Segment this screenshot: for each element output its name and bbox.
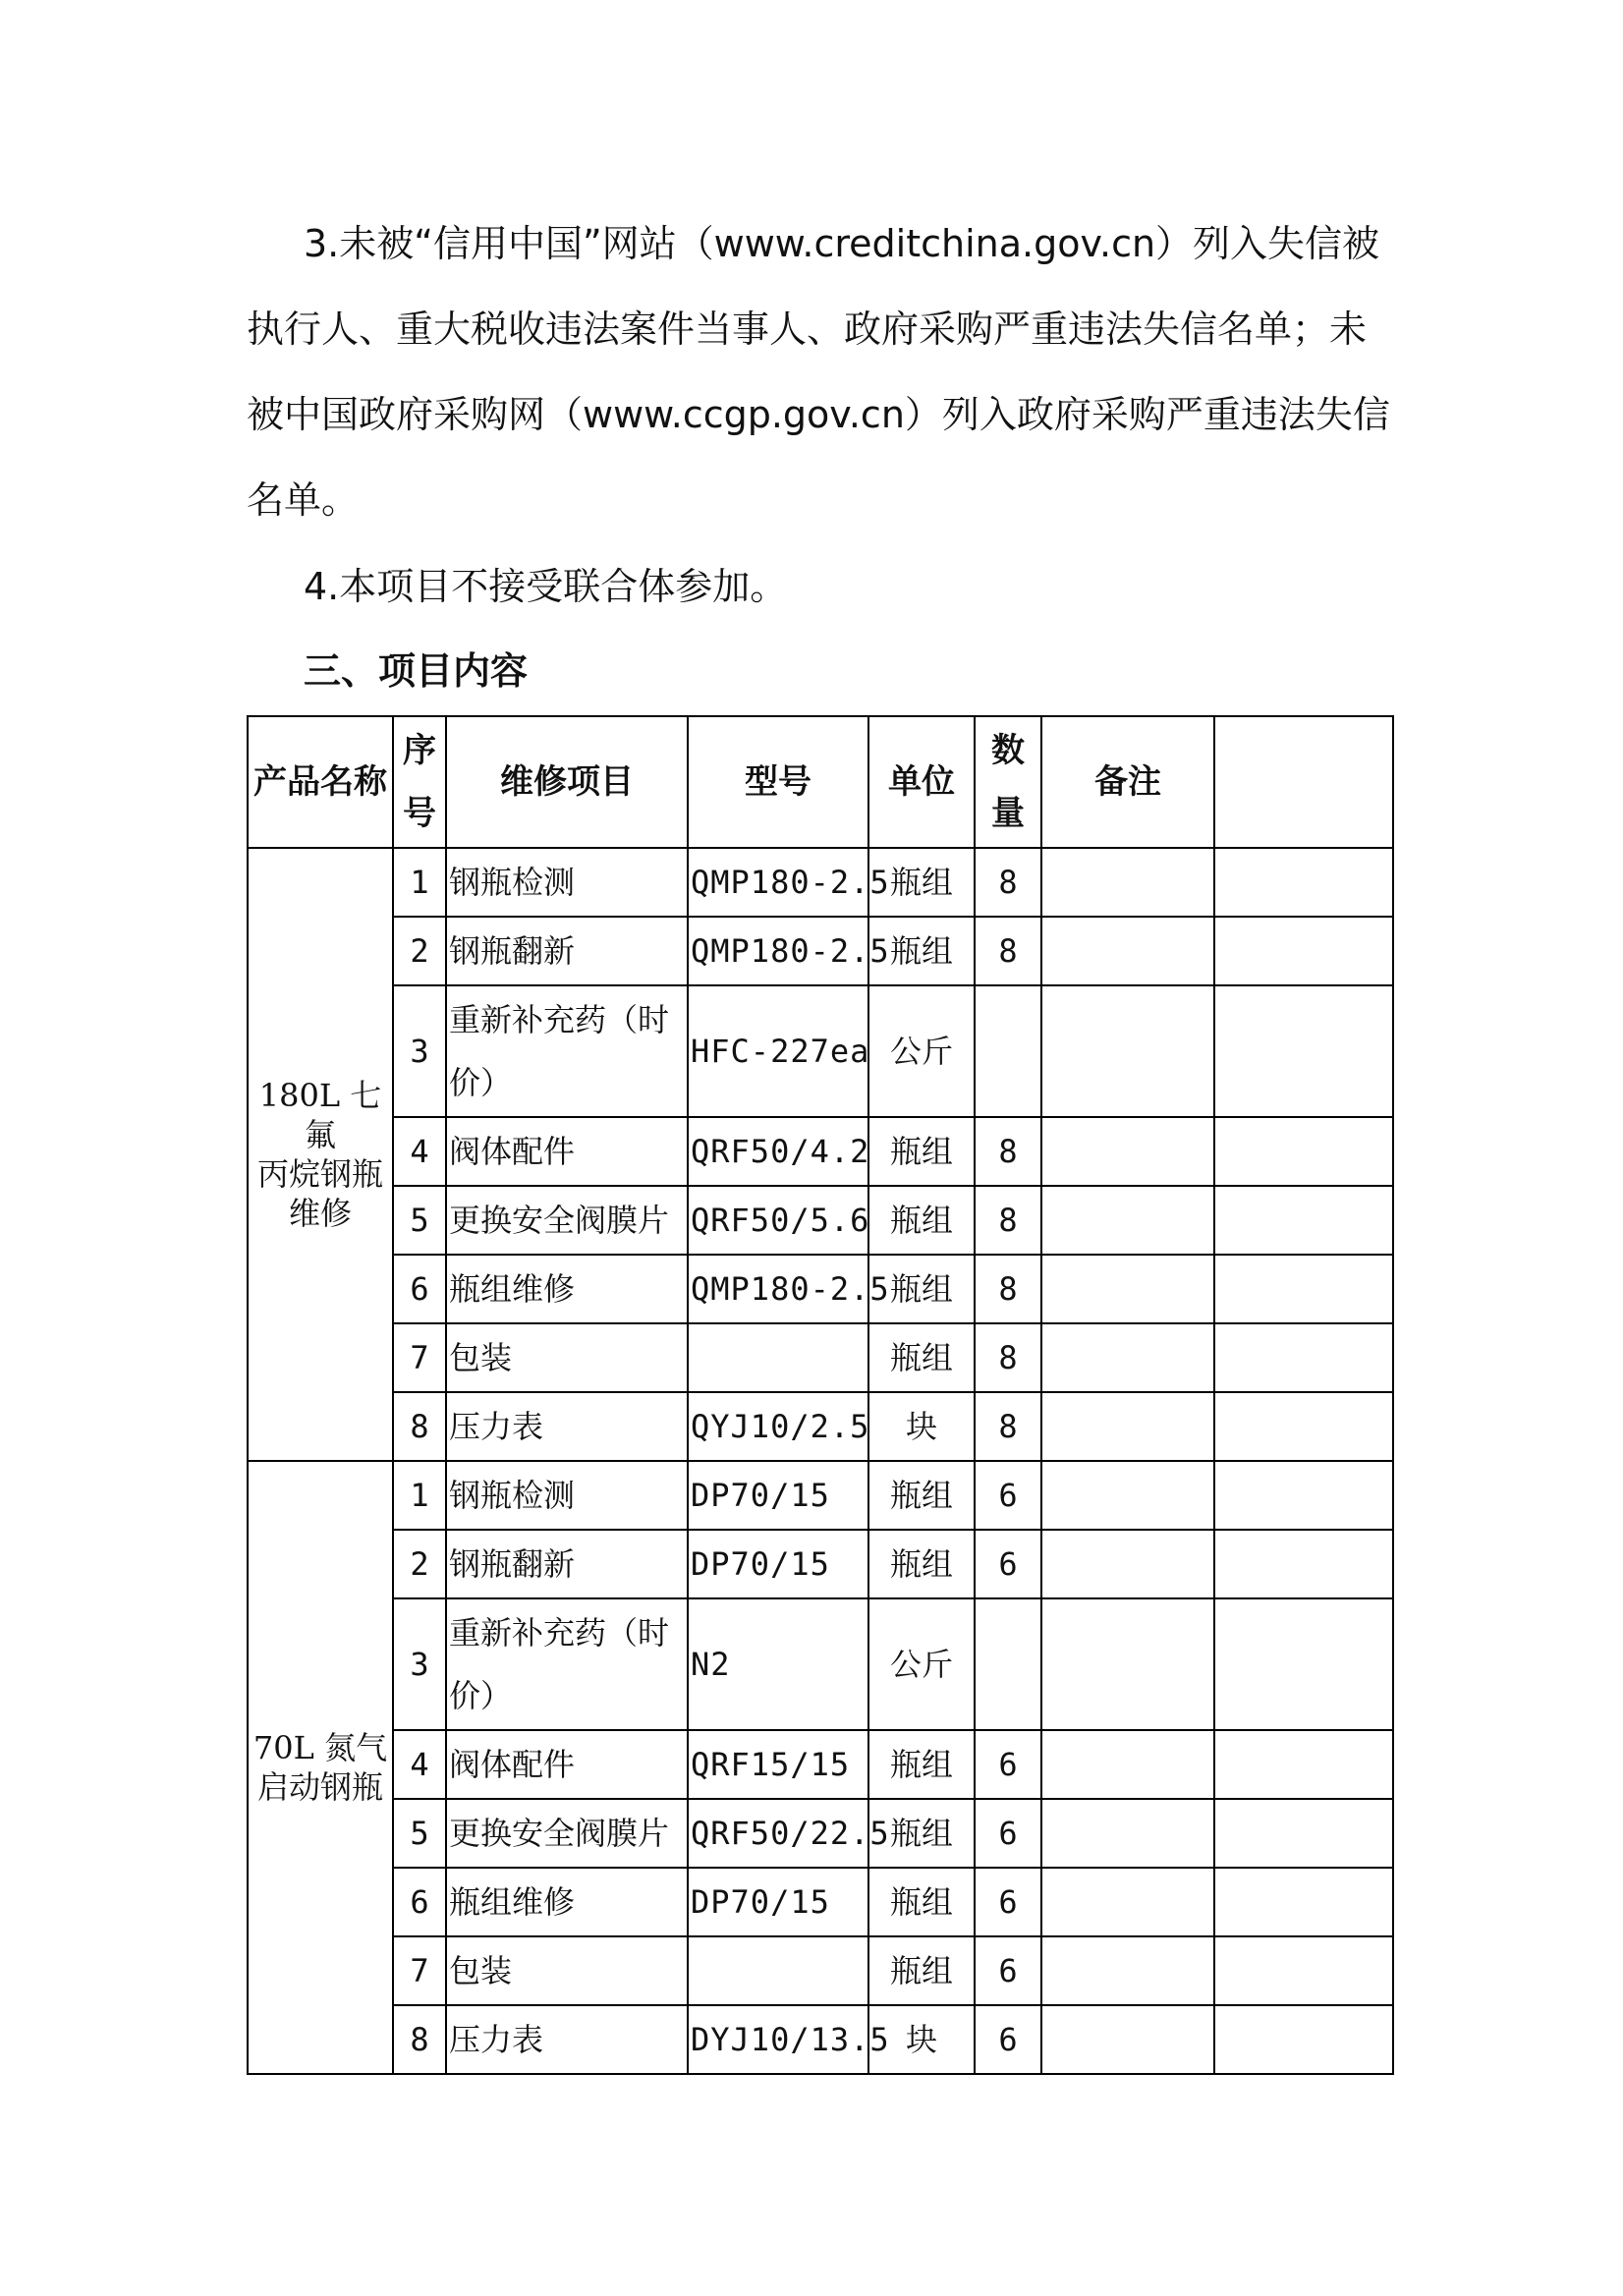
cell-extra xyxy=(1214,1936,1393,2005)
cell-no: 8 xyxy=(393,1392,446,1461)
cell-unit: 瓶组 xyxy=(868,848,975,917)
cell-extra xyxy=(1214,1255,1393,1323)
cell-remarks xyxy=(1041,1255,1214,1323)
cell-remarks xyxy=(1041,1117,1214,1186)
group-name-cell xyxy=(248,848,393,1461)
cell-remarks xyxy=(1041,985,1214,1117)
cell-qty: 6 xyxy=(975,1461,1041,1530)
cell-remarks xyxy=(1041,1730,1214,1799)
table-row xyxy=(248,2005,1393,2074)
cell-unit: 公斤 xyxy=(868,1598,975,1730)
cell-remarks xyxy=(1041,1598,1214,1730)
cell-no: 5 xyxy=(393,1799,446,1868)
cell-qty: 8 xyxy=(975,1255,1041,1323)
cell-extra xyxy=(1214,917,1393,985)
cell-item: 阀体配件 xyxy=(446,1117,688,1186)
group-name-line: 70L 氮气 xyxy=(252,1729,388,1766)
cell-extra xyxy=(1214,1117,1393,1186)
cell-item: 钢瓶翻新 xyxy=(446,1530,688,1598)
cell-item: 钢瓶检测 xyxy=(446,1461,688,1530)
cell-unit: 瓶组 xyxy=(868,1323,975,1392)
header-qty xyxy=(975,716,1041,848)
cell-extra xyxy=(1214,1530,1393,1598)
cell-no: 2 xyxy=(393,917,446,985)
cell-no: 4 xyxy=(393,1117,446,1186)
header-qty-line-2: 量 xyxy=(991,794,1025,833)
cell-remarks xyxy=(1041,848,1214,917)
cell-model xyxy=(688,1323,868,1392)
cell-item: 重新补充药（时价） xyxy=(446,985,688,1117)
cell-unit: 瓶组 xyxy=(868,917,975,985)
cell-qty: 8 xyxy=(975,848,1041,917)
cell-no: 6 xyxy=(393,1255,446,1323)
cell-extra xyxy=(1214,1461,1393,1530)
cell-unit: 瓶组 xyxy=(868,1461,975,1530)
table-row xyxy=(248,1530,1393,1598)
table-row xyxy=(248,1392,1393,1461)
cell-qty xyxy=(975,985,1041,1117)
cell-unit: 瓶组 xyxy=(868,1530,975,1598)
table-row xyxy=(248,1461,1393,1530)
cell-remarks xyxy=(1041,2005,1214,2074)
cell-item: 压力表 xyxy=(446,2005,688,2074)
header-seq xyxy=(393,716,446,848)
cell-remarks xyxy=(1041,1186,1214,1255)
cell-remarks xyxy=(1041,1323,1214,1392)
header-qty-line-1: 数 xyxy=(991,731,1025,770)
cell-extra xyxy=(1214,848,1393,917)
cell-extra xyxy=(1214,985,1393,1117)
cell-model: QRF50/22.5 xyxy=(688,1799,868,1868)
cell-model: DYJ10/13.5 xyxy=(688,2005,868,2074)
header-extra xyxy=(1214,716,1393,848)
cell-extra xyxy=(1214,1868,1393,1936)
cell-no: 1 xyxy=(393,1461,446,1530)
cell-unit: 瓶组 xyxy=(868,1936,975,2005)
cell-no: 3 xyxy=(393,985,446,1117)
cell-no: 3 xyxy=(393,1598,446,1730)
group-name-line: 180L 七氟 xyxy=(258,1077,382,1153)
table-row xyxy=(248,1936,1393,2005)
cell-item: 钢瓶检测 xyxy=(446,848,688,917)
cell-extra xyxy=(1214,1598,1393,1730)
cell-item: 包装 xyxy=(446,1936,688,2005)
cell-model: N2 xyxy=(688,1598,868,1730)
cell-model: QMP180-2.5 xyxy=(688,1255,868,1323)
cell-extra xyxy=(1214,1730,1393,1799)
cell-model: QRF50/5.6 xyxy=(688,1186,868,1255)
cell-unit: 瓶组 xyxy=(868,1117,975,1186)
cell-model: DP70/15 xyxy=(688,1461,868,1530)
cell-model xyxy=(688,1936,868,2005)
cell-no: 4 xyxy=(393,1730,446,1799)
table-row xyxy=(248,1730,1393,1799)
header-seq-line-2: 号 xyxy=(403,794,436,833)
cell-qty xyxy=(975,1598,1041,1730)
cell-extra xyxy=(1214,1392,1393,1461)
cell-unit: 块 xyxy=(868,2005,975,2074)
cell-no: 7 xyxy=(393,1936,446,2005)
table-row xyxy=(248,1117,1393,1186)
cell-extra xyxy=(1214,1186,1393,1255)
cell-model: QMP180-2.5 xyxy=(688,917,868,985)
header-model: 型号 xyxy=(688,716,868,848)
table-row xyxy=(248,1598,1393,1730)
cell-extra xyxy=(1214,1323,1393,1392)
cell-extra xyxy=(1214,1799,1393,1868)
eligibility-paragraph-3: 3.未被“信用中国”网站（www.creditchina.gov.cn）列入失信被执行人、重大税收违法案件当事人、政府采购严重违法失信名单；未被中国政府采购网（www.ccgp.gov.cn）列入政府采购严重违法失信名单。 xyxy=(247,222,1390,522)
cell-item: 瓶组维修 xyxy=(446,1255,688,1323)
cell-remarks xyxy=(1041,1936,1214,2005)
project-content-table xyxy=(247,715,1394,2075)
cell-unit: 瓶组 xyxy=(868,1730,975,1799)
cell-unit: 公斤 xyxy=(868,985,975,1117)
cell-model: QYJ10/2.5 xyxy=(688,1392,868,1461)
cell-unit: 瓶组 xyxy=(868,1255,975,1323)
cell-item: 更换安全阀膜片 xyxy=(446,1799,688,1868)
cell-qty: 6 xyxy=(975,1799,1041,1868)
cell-item: 更换安全阀膜片 xyxy=(446,1186,688,1255)
table-row xyxy=(248,1799,1393,1868)
table-row xyxy=(248,1868,1393,1936)
group-name-line: 维修 xyxy=(288,1195,352,1232)
eligibility-paragraph-4: 4.本项目不接受联合体参加。 xyxy=(304,565,788,608)
cell-remarks xyxy=(1041,1868,1214,1936)
cell-no: 2 xyxy=(393,1530,446,1598)
cell-item: 压力表 xyxy=(446,1392,688,1461)
cell-qty: 6 xyxy=(975,1530,1041,1598)
cell-item: 重新补充药（时价） xyxy=(446,1598,688,1730)
group-name-line: 丙烷钢瓶 xyxy=(256,1155,383,1193)
table-header-row xyxy=(248,716,1393,848)
cell-model: DP70/15 xyxy=(688,1530,868,1598)
table-row xyxy=(248,917,1393,985)
header-item: 维修项目 xyxy=(446,716,688,848)
cell-item: 钢瓶翻新 xyxy=(446,917,688,985)
table-row xyxy=(248,848,1393,917)
group-name-cell xyxy=(248,1461,393,2074)
cell-model: HFC-227ea xyxy=(688,985,868,1117)
cell-qty: 6 xyxy=(975,2005,1041,2074)
cell-qty: 8 xyxy=(975,1392,1041,1461)
cell-qty: 6 xyxy=(975,1730,1041,1799)
cell-qty: 8 xyxy=(975,1186,1041,1255)
cell-model: QRF15/15 xyxy=(688,1730,868,1799)
cell-qty: 6 xyxy=(975,1936,1041,2005)
header-product-name: 产品名称 xyxy=(248,716,393,848)
cell-remarks xyxy=(1041,1392,1214,1461)
cell-remarks xyxy=(1041,1530,1214,1598)
cell-model: DP70/15 xyxy=(688,1868,868,1936)
cell-unit: 瓶组 xyxy=(868,1868,975,1936)
cell-model: QRF50/4.2 xyxy=(688,1117,868,1186)
header-unit: 单位 xyxy=(868,716,975,848)
cell-qty: 8 xyxy=(975,1323,1041,1392)
section-heading: 三、项目内容 xyxy=(304,649,529,693)
header-seq-line-1: 序 xyxy=(403,731,436,770)
cell-model: QMP180-2.5 xyxy=(688,848,868,917)
cell-no: 5 xyxy=(393,1186,446,1255)
cell-qty: 6 xyxy=(975,1868,1041,1936)
header-remarks: 备注 xyxy=(1041,716,1214,848)
cell-unit: 瓶组 xyxy=(868,1799,975,1868)
cell-no: 7 xyxy=(393,1323,446,1392)
cell-no: 6 xyxy=(393,1868,446,1936)
cell-unit: 瓶组 xyxy=(868,1186,975,1255)
cell-extra xyxy=(1214,2005,1393,2074)
group-name-line: 启动钢瓶 xyxy=(256,1768,383,1806)
table-row xyxy=(248,1186,1393,1255)
cell-unit: 块 xyxy=(868,1392,975,1461)
table-row xyxy=(248,1323,1393,1392)
cell-no: 1 xyxy=(393,848,446,917)
cell-qty: 8 xyxy=(975,917,1041,985)
cell-item: 瓶组维修 xyxy=(446,1868,688,1936)
cell-no: 8 xyxy=(393,2005,446,2074)
cell-qty: 8 xyxy=(975,1117,1041,1186)
cell-remarks xyxy=(1041,1461,1214,1530)
table-row xyxy=(248,985,1393,1117)
cell-remarks xyxy=(1041,1799,1214,1868)
cell-remarks xyxy=(1041,917,1214,985)
table-row xyxy=(248,1255,1393,1323)
cell-item: 包装 xyxy=(446,1323,688,1392)
cell-item: 阀体配件 xyxy=(446,1730,688,1799)
